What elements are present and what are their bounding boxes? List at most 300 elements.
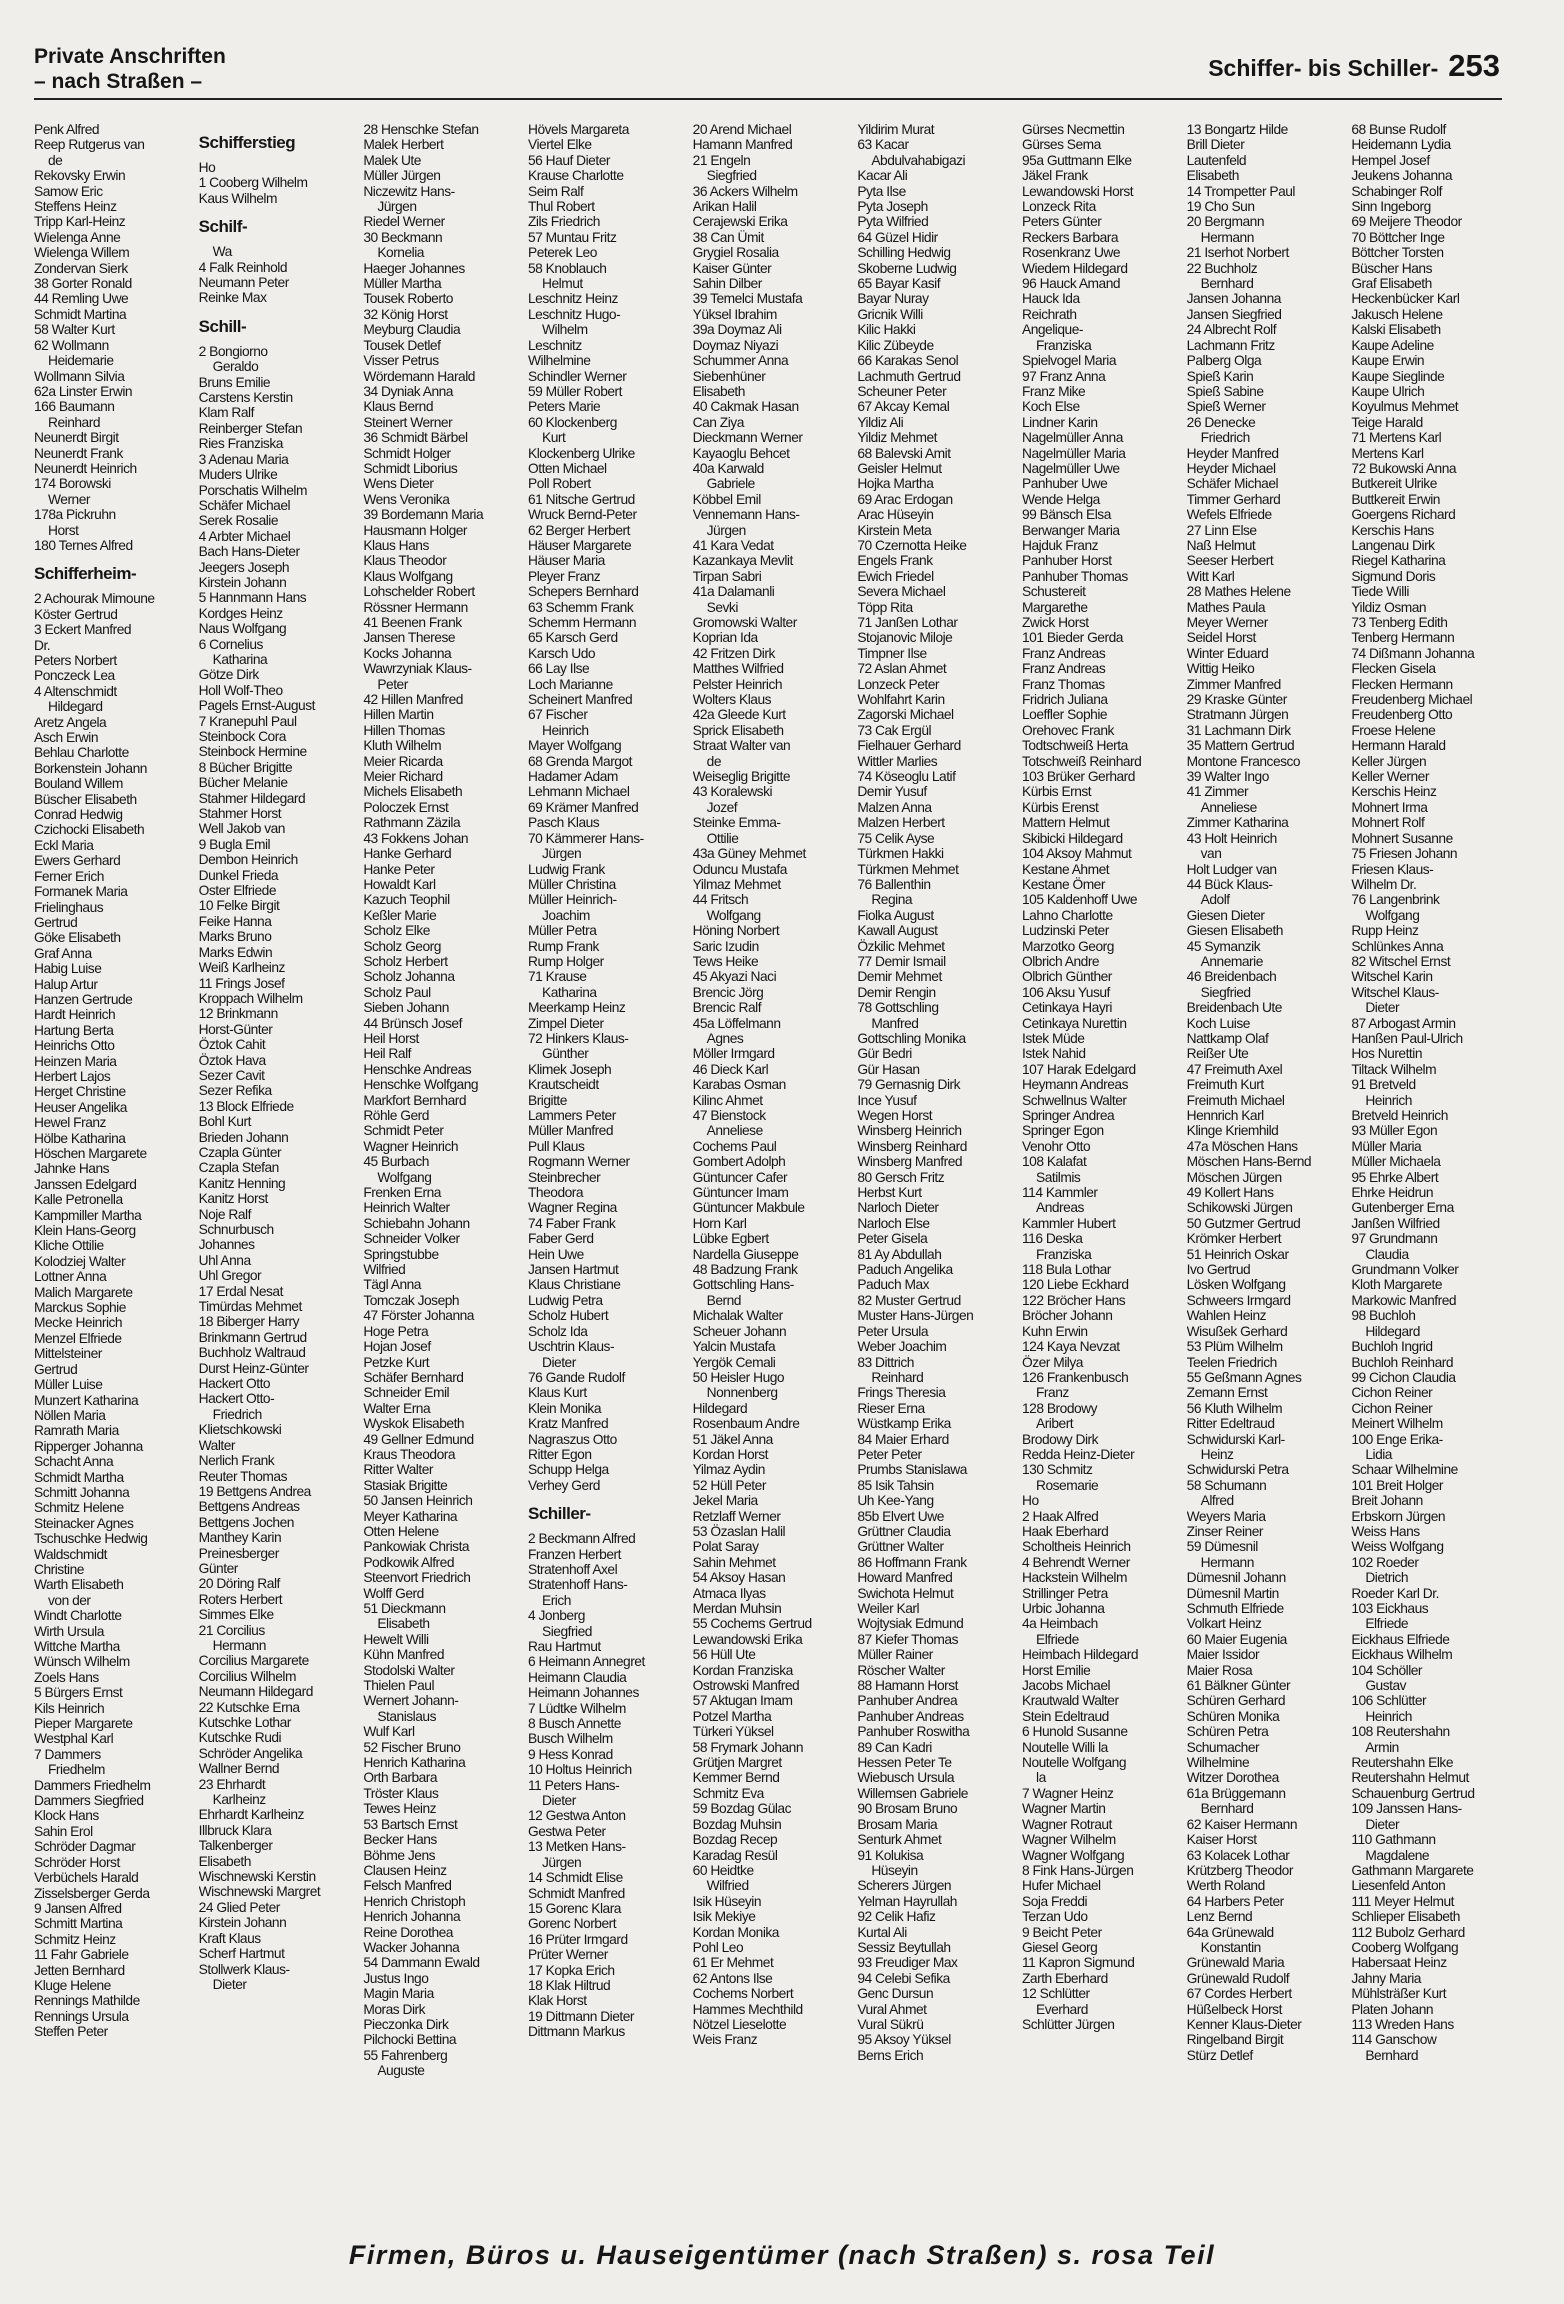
directory-entry: Rupp Heinz — [1351, 923, 1419, 939]
directory-entry: 19 Dittmann Dieter — [528, 2008, 635, 2024]
directory-entry: Scholz Georg — [363, 938, 441, 954]
directory-entry: Kaupe Ulrich — [1351, 383, 1425, 399]
directory-entry: Stollwerk Klaus- — [198, 1961, 290, 1977]
directory-entry: Möller Irmgard — [692, 1046, 775, 1062]
directory-entry: Timmer Gerhard — [1186, 491, 1281, 507]
directory-entry: Panhuber Horst — [1022, 553, 1112, 569]
directory-entry: 42 Hillen Manfred — [363, 692, 463, 708]
directory-entry: Schwellnus Walter — [1022, 1092, 1127, 1108]
entry-continuation: Dietrich — [1365, 1570, 1409, 1586]
directory-entry: Walter Erna — [363, 1400, 431, 1416]
directory-entry: Kutschke Rudi — [198, 1730, 282, 1746]
directory-entry: Wende Helga — [1022, 491, 1100, 507]
directory-entry: Kawall August — [857, 923, 938, 939]
directory-entry: Butkereit Ulrike — [1351, 476, 1437, 492]
directory-entry: Brill Dieter — [1186, 137, 1245, 153]
directory-entry: Steinert Werner — [363, 414, 453, 430]
directory-entry: Schäfer Michael — [198, 497, 291, 513]
directory-entry: Behlau Charlotte — [34, 745, 129, 761]
directory-entry: 56 Hauf Dieter — [528, 152, 610, 168]
directory-entry: Schüren Gerhard — [1186, 1693, 1285, 1709]
directory-entry: 62 Antons Ilse — [692, 1970, 773, 1986]
directory-entry: Klock Hans — [34, 1808, 99, 1824]
directory-entry: Schröder Angelika — [198, 1745, 303, 1761]
directory-entry: Klinge Kriemhild — [1186, 1123, 1279, 1139]
directory-entry: 44 Remling Uwe — [34, 291, 129, 307]
directory-entry: Weber Joachim — [857, 1339, 947, 1355]
directory-entry: Sessiz Beytullah — [857, 1939, 951, 1955]
entry-continuation: Agnes — [706, 1030, 744, 1046]
directory-entry: 8 Fink Hans-Jürgen — [1022, 1862, 1134, 1878]
entry-continuation: Hermann — [212, 1637, 266, 1653]
directory-entry: 28 Henschke Stefan — [363, 122, 479, 137]
directory-entry: Schweers Irmgard — [1186, 1292, 1291, 1308]
directory-entry: Howaldt Karl — [363, 876, 436, 892]
directory-entry: Schmitz Heinz — [34, 1931, 116, 1947]
directory-entry: 59 Dümesnil — [1186, 1539, 1258, 1555]
directory-entry: Noutelle Wolfgang — [1022, 1755, 1126, 1771]
directory-entry: Kroppach Wilhelm — [198, 990, 303, 1006]
directory-entry: 44 Fritsch — [692, 892, 749, 908]
entry-continuation: Bernd — [706, 1292, 741, 1308]
directory-entry: Otten Michael — [528, 460, 607, 476]
entry-continuation: von der — [48, 1592, 91, 1608]
directory-entry: Bozdag Recep — [692, 1832, 778, 1848]
directory-entry: Platen Johann — [1351, 2001, 1434, 2017]
directory-entry: Buttkereit Erwin — [1351, 491, 1440, 507]
directory-entry: Ringelband Birgit — [1186, 2032, 1284, 2048]
directory-entry: 2 Bongiorno — [198, 343, 268, 359]
directory-entry: 6 Cornelius — [198, 636, 263, 652]
entry-continuation: Satilmis — [1036, 1169, 1081, 1185]
directory-entry: Schwidurski Petra — [1186, 1462, 1289, 1478]
entry-continuation: Anneliese — [706, 1123, 763, 1139]
directory-entry: Dembon Heinrich — [198, 852, 298, 868]
directory-entry: Pieczonka Dirk — [363, 2016, 449, 2032]
directory-entry: 116 Deska — [1022, 1231, 1083, 1247]
directory-entry: 86 Hoffmann Frank — [857, 1554, 967, 1570]
directory-entry: Wiedem Hildegard — [1022, 260, 1128, 276]
directory-entry: Kammler Hubert — [1022, 1215, 1116, 1231]
entry-continuation: van — [1200, 846, 1222, 862]
directory-entry: Sprick Elisabeth — [692, 722, 784, 738]
directory-entry: Rump Holger — [528, 953, 604, 969]
directory-entry: Kalle Petronella — [34, 1192, 123, 1208]
directory-entry: 14 Schmidt Elise — [528, 1870, 623, 1886]
directory-entry: Kirstein Meta — [857, 522, 932, 538]
directory-entry: Clausen Heinz — [363, 1862, 447, 1878]
directory-entry: Uschtrin Klaus- — [528, 1339, 615, 1355]
directory-entry: 56 Hüll Ute — [692, 1647, 756, 1663]
directory-entry: Gür Hasan — [857, 1061, 920, 1077]
directory-entry: Weiseglig Brigitte — [692, 769, 790, 785]
directory-entry: 77 Demir Ismail — [857, 953, 946, 969]
directory-entry: Weiss Hans — [1351, 1523, 1420, 1539]
directory-entry: Hackstein Wilhelm — [1022, 1570, 1127, 1586]
directory-entry: 36 Schmidt Bärbel — [363, 430, 468, 446]
entry-continuation: de — [48, 152, 63, 168]
directory-entry: Christine — [34, 1561, 84, 1577]
directory-column — [363, 122, 516, 2210]
entry-continuation: Elfriede — [1036, 1631, 1079, 1647]
directory-entry: 31 Lachmann Dirk — [1186, 722, 1291, 738]
directory-entry: Krautwald Walter — [1022, 1693, 1119, 1709]
directory-entry: Röscher Walter — [857, 1662, 945, 1678]
directory-entry: Keßler Marie — [363, 907, 437, 923]
directory-entry: 39 Temelci Mustafa — [692, 291, 803, 307]
directory-entry: 82 Muster Gertrud — [857, 1292, 961, 1308]
directory-column — [1022, 122, 1175, 2210]
directory-entry: Hanke Gerhard — [363, 846, 452, 862]
directory-entry: Elisabeth — [198, 1853, 251, 1869]
directory-entry: Sahin Erol — [34, 1823, 93, 1839]
directory-entry: Tirpan Sabri — [692, 568, 762, 584]
directory-entry: Rennings Mathilde — [34, 1993, 140, 2009]
directory-entry: Margarethe — [1022, 599, 1088, 615]
directory-entry: 52 Fischer Bruno — [363, 1739, 461, 1755]
directory-entry: Klaus Bernd — [363, 399, 433, 415]
entry-continuation: Adolf — [1200, 892, 1230, 908]
directory-entry: Wefels Elfriede — [1186, 507, 1272, 523]
directory-entry: Yilmaz Aydin — [692, 1462, 765, 1478]
directory-entry: Bruns Emilie — [198, 374, 271, 390]
directory-entry: Köbbel Emil — [692, 491, 761, 507]
directory-entry: Tousek Roberto — [363, 291, 453, 307]
directory-entry: Pleyer Franz — [528, 568, 601, 584]
directory-entry: Kühn Manfred — [363, 1647, 444, 1663]
directory-entry: Zimpel Dieter — [528, 1015, 604, 1031]
directory-entry: 21 Corcilius — [198, 1622, 265, 1638]
directory-entry: Hammes Mechthild — [692, 2001, 803, 2017]
directory-entry: Rogmann Werner — [528, 1154, 630, 1170]
directory-entry: Yildirim Murat — [857, 122, 935, 137]
directory-entry: Kürbis Erenst — [1022, 799, 1099, 815]
directory-entry: Muders Ulrike — [198, 467, 278, 483]
entry-continuation: Jürgen — [542, 1854, 582, 1870]
directory-entry: Freudenberg Michael — [1351, 692, 1473, 708]
directory-entry: 105 Kaldenhoff Uwe — [1022, 892, 1138, 908]
directory-entry: Buchloh Reinhard — [1351, 1354, 1454, 1370]
directory-entry: Cichon Reiner — [1351, 1385, 1433, 1401]
directory-entry: Wahlen Heinz — [1186, 1308, 1267, 1324]
directory-entry: Ludwig Petra — [528, 1292, 603, 1308]
directory-entry: Petzke Kurt — [363, 1354, 430, 1370]
directory-entry: 73 Cak Ergül — [857, 722, 932, 738]
directory-entry: Scholtheis Heinrich — [1022, 1539, 1131, 1555]
directory-entry: Ritter Egon — [528, 1446, 592, 1462]
entry-continuation: Alfred — [1200, 1493, 1234, 1509]
directory-entry: Geisler Helmut — [857, 460, 942, 476]
directory-entry: Zwick Horst — [1022, 615, 1089, 630]
directory-entry: Flecken Hermann — [1351, 676, 1453, 692]
directory-entry: Peters Marie — [528, 399, 601, 415]
directory-entry: Atmaca Ilyas — [692, 1585, 766, 1601]
street-range: Schiffer- bis Schiller- — [1208, 55, 1439, 81]
directory-entry: Pyta Wilfried — [857, 214, 929, 230]
directory-entry: 45 Symanzik — [1186, 938, 1261, 954]
directory-entry: Cerajewski Erika — [692, 214, 788, 230]
directory-entry: Hempel Josef — [1351, 152, 1430, 168]
directory-entry: 85b Elvert Uwe — [857, 1508, 944, 1524]
directory-entry: Reep Rutgerus van — [34, 137, 145, 153]
directory-entry: Kalski Elisabeth — [1351, 322, 1441, 338]
directory-entry: Verhey Gerd — [528, 1477, 600, 1493]
directory-entry: Zondervan Sierk — [34, 260, 128, 276]
directory-entry: 54 Aksoy Hasan — [692, 1570, 786, 1586]
directory-entry: 16 Prüter Irmgard — [528, 1931, 628, 1947]
entry-continuation: Werner — [48, 491, 90, 507]
directory-entry: Wacker Johanna — [363, 1939, 460, 1955]
directory-entry: Brodowy Dirk — [1022, 1431, 1099, 1447]
directory-entry: Sigmund Doris — [1351, 568, 1436, 584]
directory-entry: Malek Ute — [363, 152, 421, 168]
directory-entry: 68 Grenda Margot — [528, 753, 632, 769]
directory-entry: 8 Busch Annette — [528, 1716, 621, 1732]
directory-entry: 71 Mertens Karl — [1351, 430, 1442, 446]
directory-entry: Heckenbücker Karl — [1351, 291, 1460, 307]
directory-entry: Horst-Günter — [198, 1021, 273, 1037]
entry-continuation: Siegfried — [706, 168, 757, 184]
directory-entry: Krützberg Theodor — [1186, 1862, 1293, 1878]
entry-continuation: Dieter — [1365, 1816, 1400, 1832]
directory-entry: Nagelmüller Anna — [1022, 430, 1123, 446]
directory-entry: 18 Klak Hiltrud — [528, 1977, 611, 1993]
directory-entry: Scholz Hubert — [528, 1308, 609, 1324]
entry-continuation: Joachim — [542, 907, 590, 923]
directory-entry: Bayar Nuray — [857, 291, 929, 307]
directory-entry: Istek Nahid — [1022, 1046, 1086, 1062]
directory-entry: Hanzen Gertrude — [34, 991, 133, 1007]
directory-entry: Rieser Erna — [857, 1400, 925, 1416]
directory-entry: Muster Hans-Jürgen — [857, 1308, 974, 1324]
directory-entry: Tripp Karl-Heinz — [34, 214, 126, 230]
directory-entry: Springer Andrea — [1022, 1108, 1115, 1123]
directory-entry: Schindler Werner — [528, 368, 627, 384]
directory-entry: Schumacher — [1186, 1739, 1260, 1755]
directory-entry: Sinn Ingeborg — [1351, 199, 1431, 215]
directory-entry: Mohnert Susanne — [1351, 830, 1453, 846]
directory-entry: Formanek Maria — [34, 884, 128, 900]
entry-continuation: Armin — [1365, 1739, 1399, 1755]
directory-entry: 69 Arac Erdogan — [857, 491, 953, 507]
directory-entry: 47 Bienstock — [692, 1108, 766, 1123]
directory-entry: Faber Gerd — [528, 1231, 594, 1247]
directory-entry: Peters Norbert — [34, 653, 117, 668]
directory-entry: Grüttner Walter — [857, 1539, 944, 1555]
directory-entry: Jekel Maria — [692, 1493, 758, 1509]
directory-entry: 106 Schlütter — [1351, 1693, 1427, 1709]
directory-entry: Bücher Melanie — [198, 775, 288, 791]
directory-entry: 102 Roeder — [1351, 1554, 1419, 1570]
directory-entry: Sieben Johann — [363, 1000, 449, 1016]
directory-entry: Kayaoglu Behcet — [692, 445, 790, 461]
directory-entry: Wisußek Gerhard — [1186, 1323, 1288, 1339]
directory-entry: Strillinger Petra — [1022, 1585, 1108, 1601]
entry-continuation: Bernhard — [1200, 1801, 1254, 1817]
directory-entry: Thul Robert — [528, 199, 595, 215]
directory-entry: Aretz Angela — [34, 714, 107, 730]
directory-entry: Steinbock Cora — [198, 729, 286, 744]
directory-entry: Goergens Richard — [1351, 507, 1456, 523]
directory-entry: 40a Karwald — [692, 460, 764, 476]
directory-entry: 69 Krämer Manfred — [528, 799, 639, 815]
directory-entry: Jetten Bernhard — [34, 1962, 125, 1978]
directory-entry: Lehmann Michael — [528, 784, 630, 800]
directory-entry: 103 Brüker Gerhard — [1022, 769, 1135, 785]
directory-entry: Demir Rengin — [857, 984, 936, 1000]
directory-entry: Seeser Herbert — [1186, 553, 1274, 569]
directory-entry: Meier Richard — [363, 769, 443, 785]
directory-entry: Schustereit — [1022, 584, 1086, 600]
directory-entry: 75 Friesen Johann — [1351, 846, 1458, 862]
directory-entry: Janssen Edelgard — [34, 1176, 137, 1192]
directory-entry: Götze Dirk — [198, 667, 259, 683]
directory-entry: Schäfer Bernhard — [363, 1369, 464, 1385]
directory-columns — [34, 122, 1504, 2210]
directory-entry: 90 Brosam Bruno — [857, 1801, 958, 1817]
directory-entry: 52 Hüll Peter — [692, 1477, 766, 1493]
directory-entry: Ritter Edeltraud — [1186, 1416, 1275, 1432]
directory-entry: Müller Heinrich- — [528, 892, 617, 908]
directory-entry: Freimuth Kurt — [1186, 1077, 1264, 1093]
directory-entry: Grütjen Margret — [692, 1755, 782, 1771]
entry-continuation: Heinz — [1200, 1446, 1234, 1462]
directory-entry: 50 Jansen Heinrich — [363, 1493, 473, 1509]
directory-entry: 42a Gleede Kurt — [692, 707, 786, 723]
directory-entry: Panhuber Roswitha — [857, 1724, 970, 1740]
directory-entry: Spielvogel Maria — [1022, 353, 1116, 369]
directory-entry: Yelman Hayrullah — [857, 1893, 957, 1909]
directory-entry: Hövels Margareta — [528, 122, 629, 137]
entry-continuation: Reinhard — [48, 414, 100, 430]
directory-entry: Wirth Ursula — [34, 1623, 104, 1639]
directory-entry: Janßen Wilfried — [1351, 1215, 1440, 1231]
directory-entry: 72 Aslan Ahmet — [857, 661, 947, 677]
directory-entry: Habig Luise — [34, 961, 102, 977]
directory-entry: Kliche Ottilie — [34, 1238, 104, 1254]
directory-entry: 58 Walter Kurt — [34, 322, 115, 338]
directory-entry: Jakusch Helene — [1351, 306, 1443, 322]
directory-entry: Elisabeth — [692, 383, 745, 399]
directory-entry: Wagner Martin — [1022, 1801, 1106, 1817]
directory-entry: Kirstein Johann — [198, 1915, 287, 1931]
directory-entry: Witschel Klaus- — [1351, 984, 1439, 1000]
directory-entry: 4 Behrendt Werner — [1022, 1554, 1130, 1570]
directory-entry: Müller Manfred — [528, 1123, 614, 1139]
directory-entry: Becker Hans — [363, 1832, 437, 1848]
directory-entry: Hewel Franz — [34, 1115, 106, 1131]
directory-entry: Penk Alfred — [34, 122, 100, 137]
directory-entry: 22 Buchholz — [1186, 260, 1258, 276]
directory-entry: Wagner Wolfgang — [1022, 1847, 1125, 1863]
directory-entry: Scholz Paul — [363, 984, 431, 1000]
directory-entry: 113 Wreden Hans — [1351, 2016, 1454, 2032]
directory-entry: Arikan Halil — [692, 199, 757, 215]
directory-entry: Schmidt Peter — [363, 1123, 444, 1139]
directory-entry: Czapla Stefan — [198, 1160, 279, 1176]
directory-entry: Reutershahn Elke — [1351, 1755, 1454, 1771]
directory-entry: Gür Bedri — [857, 1046, 912, 1062]
directory-entry: 60 Heidtke — [692, 1862, 754, 1878]
directory-entry: 61 Nitsche Gertrud — [528, 491, 635, 507]
directory-entry: Böttcher Torsten — [1351, 245, 1444, 261]
directory-entry: Graf Anna — [34, 945, 92, 961]
directory-entry: Vural Ahmet — [857, 2001, 927, 2017]
directory-entry: 103 Eickhaus — [1351, 1601, 1429, 1616]
directory-entry: Kerschis Hans — [1351, 522, 1434, 538]
directory-entry: Michalak Walter — [692, 1308, 783, 1324]
directory-entry: Scherf Hartmut — [198, 1946, 285, 1962]
directory-entry: Graf Elisabeth — [1351, 276, 1432, 292]
directory-entry: Yildiz Ali — [857, 414, 904, 430]
directory-entry: 30 Beckmann — [363, 229, 443, 245]
directory-entry: Kanitz Henning — [198, 1175, 286, 1191]
directory-entry: Schauenburg Gertrud — [1351, 1785, 1475, 1801]
directory-entry: Naus Wolfgang — [198, 621, 287, 637]
directory-entry: Felsch Manfred — [363, 1878, 452, 1894]
directory-entry: 180 Ternes Alfred — [34, 537, 133, 553]
directory-entry: Grünewald Maria — [1186, 1955, 1285, 1971]
directory-entry: 96 Hauck Amand — [1022, 276, 1121, 292]
directory-entry: Dr. — [34, 637, 51, 653]
directory-entry: 112 Bubolz Gerhard — [1351, 1924, 1465, 1940]
header-title: Private Anschriften — [34, 45, 226, 68]
directory-entry: Köster Gertrud — [34, 606, 118, 622]
directory-entry: 68 Bunse Rudolf — [1351, 122, 1446, 137]
directory-entry: 22 Kutschke Erna — [198, 1699, 300, 1715]
directory-entry: 55 Fahrenberg — [363, 2047, 448, 2063]
directory-entry: Lindner Karin — [1022, 414, 1098, 430]
directory-entry: Giesel Georg — [1022, 1939, 1098, 1955]
directory-entry: Nattkamp Olaf — [1186, 1030, 1269, 1046]
entry-continuation: Dieter — [542, 1793, 576, 1809]
directory-entry: 63 Kacar — [857, 137, 909, 153]
directory-entry: 23 Ehrhardt — [198, 1776, 266, 1792]
directory-entry: Müller Jürgen — [363, 168, 441, 184]
directory-entry: 74 Faber Frank — [528, 1215, 616, 1231]
directory-entry: Lonzeck Peter — [857, 676, 940, 692]
directory-entry: Türkeri Yüksel — [692, 1724, 774, 1740]
directory-column — [857, 122, 1010, 2210]
directory-entry: Verbüchels Harald — [34, 1870, 139, 1886]
directory-entry: Peter Peter — [857, 1446, 922, 1462]
directory-entry: Roeder Karl Dr. — [1351, 1585, 1439, 1601]
directory-entry: Kestane Ahmet — [1022, 861, 1110, 877]
directory-entry: Heil Ralf — [363, 1046, 411, 1062]
directory-entry: 12 Brinkmann — [198, 1006, 278, 1022]
directory-entry: Kerschis Heinz — [1351, 784, 1437, 800]
directory-entry: Scheinert Manfred — [528, 692, 633, 708]
directory-entry: 11 Peters Hans- — [528, 1777, 620, 1793]
directory-entry: Potzel Martha — [692, 1708, 772, 1724]
directory-entry: 53 Bartsch Ernst — [363, 1816, 458, 1832]
entry-continuation: Hermann — [1200, 1554, 1254, 1570]
directory-entry: Malich Margarete — [34, 1284, 133, 1300]
directory-entry: Buchholz Waltraud — [198, 1345, 306, 1361]
directory-entry: Franz Mike — [1022, 383, 1086, 399]
directory-entry: Jacobs Michael — [1022, 1678, 1111, 1694]
directory-entry: Orehovec Frank — [1022, 722, 1114, 738]
directory-entry: Franz Thomas — [1022, 676, 1105, 692]
directory-entry: Schmitt Johanna — [34, 1484, 130, 1500]
directory-entry: Menzel Elfriede — [34, 1330, 122, 1346]
directory-entry: Mattern Helmut — [1022, 815, 1110, 831]
directory-entry: Dieckmann Werner — [692, 430, 803, 446]
directory-entry: Teelen Friedrich — [1186, 1354, 1277, 1370]
directory-entry: Poloczek Ernst — [363, 799, 449, 815]
directory-entry: Skoberne Ludwig — [857, 260, 957, 276]
directory-entry: Doymaz Niyazi — [692, 337, 779, 353]
